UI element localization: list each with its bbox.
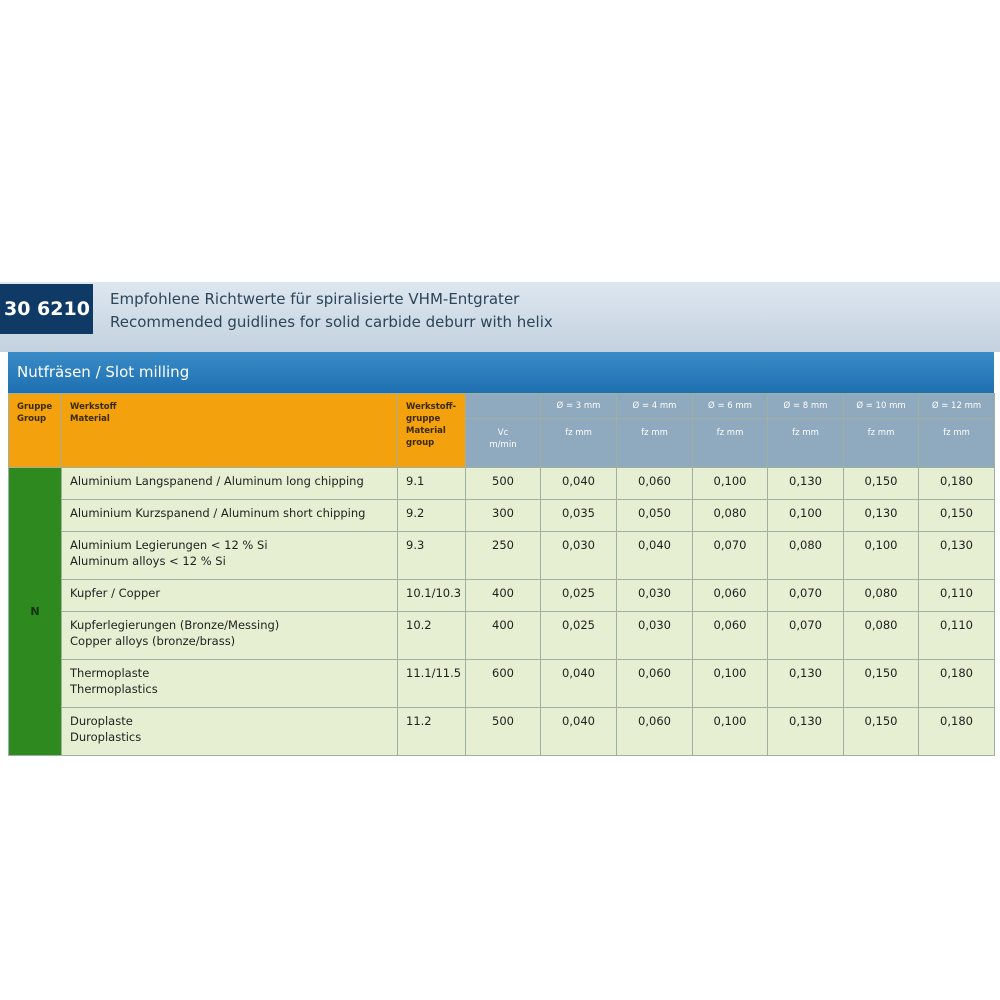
fz-cell: 0,060 [693, 612, 768, 660]
material-cell [62, 660, 398, 708]
header-diameter-12: Ø = 12 mm [919, 394, 995, 419]
table-row [9, 660, 995, 708]
group-cell: N [9, 468, 62, 756]
header-material-en: Material [70, 414, 110, 424]
fz-cell: 0,150 [919, 500, 995, 532]
header-mg-3: Material [406, 426, 446, 436]
fz-cell: 0,110 [919, 580, 995, 612]
header-vc-label: Vc [497, 428, 509, 438]
vc-cell: 500 [466, 468, 541, 500]
fz-cell: 0,180 [919, 708, 995, 756]
material-cell [62, 612, 398, 660]
fz-cell: 0,030 [617, 580, 693, 612]
table-row [9, 532, 995, 580]
section-title: Nutfräsen / Slot milling [8, 352, 994, 393]
material-line: Thermoplaste [70, 666, 150, 680]
header-group-en: Group [17, 414, 47, 424]
header-material [62, 394, 398, 468]
table-row [9, 500, 995, 532]
fz-cell: 0,150 [844, 708, 919, 756]
article-number: 30 6210 [0, 284, 93, 334]
fz-cell: 0,025 [541, 580, 617, 612]
fz-cell: 0,040 [541, 708, 617, 756]
fz-cell: 0,100 [768, 500, 844, 532]
header-fz: fz mm [919, 419, 995, 468]
header-vc-unit: m/min [489, 440, 517, 450]
fz-cell: 0,060 [617, 468, 693, 500]
table-row [9, 612, 995, 660]
material-line: Copper alloys (bronze/brass) [70, 634, 236, 648]
fz-cell: 0,070 [693, 532, 768, 580]
header-diameter-3: Ø = 3 mm [541, 394, 617, 419]
material-group-cell: 10.1/10.3 [398, 580, 466, 612]
material-cell [62, 500, 398, 532]
header-diameter-10: Ø = 10 mm [844, 394, 919, 419]
fz-cell: 0,070 [768, 612, 844, 660]
cutting-data-table [8, 393, 995, 756]
material-group-cell: 11.1/11.5 [398, 660, 466, 708]
fz-cell: 0,080 [844, 580, 919, 612]
fz-cell: 0,030 [541, 532, 617, 580]
fz-cell: 0,130 [768, 708, 844, 756]
fz-cell: 0,110 [919, 612, 995, 660]
fz-cell: 0,100 [693, 468, 768, 500]
fz-cell: 0,180 [919, 468, 995, 500]
material-cell [62, 708, 398, 756]
material-group-cell: 10.2 [398, 612, 466, 660]
fz-cell: 0,035 [541, 500, 617, 532]
header-vc [466, 419, 541, 468]
header-material-group [398, 394, 466, 468]
table-row [9, 708, 995, 756]
material-line: Aluminium Kurzspanend / Aluminum short chipping [70, 506, 366, 520]
material-line: Duroplastics [70, 730, 142, 744]
header-fz: fz mm [541, 419, 617, 468]
fz-cell: 0,080 [844, 612, 919, 660]
vc-cell: 400 [466, 612, 541, 660]
fz-cell: 0,100 [693, 708, 768, 756]
fz-cell: 0,080 [693, 500, 768, 532]
material-group-cell: 9.1 [398, 468, 466, 500]
table-row [9, 468, 995, 500]
title-german: Empfohlene Richtwerte für spiralisierte VHM-Entgrater [110, 290, 520, 308]
fz-cell: 0,080 [768, 532, 844, 580]
header-fz: fz mm [844, 419, 919, 468]
material-group-cell: 11.2 [398, 708, 466, 756]
material-cell [62, 532, 398, 580]
fz-cell: 0,130 [844, 500, 919, 532]
vc-cell: 400 [466, 580, 541, 612]
header-diameter-6: Ø = 6 mm [693, 394, 768, 419]
material-line: Duroplaste [70, 714, 133, 728]
table-row [9, 580, 995, 612]
fz-cell: 0,100 [844, 532, 919, 580]
fz-cell: 0,180 [919, 660, 995, 708]
fz-cell: 0,040 [541, 468, 617, 500]
header-group [9, 394, 62, 468]
material-cell [62, 468, 398, 500]
fz-cell: 0,130 [768, 468, 844, 500]
fz-cell: 0,060 [617, 708, 693, 756]
header-material-de: Werkstoff [70, 402, 117, 412]
header-mg-4: group [406, 438, 435, 448]
material-line: Kupfer / Copper [70, 586, 161, 600]
material-cell [62, 580, 398, 612]
material-line: Thermoplastics [70, 682, 158, 696]
header-vc-spacer [466, 394, 541, 419]
title-english: Recommended guidlines for solid carbide deburr with helix [110, 313, 553, 331]
material-line: Aluminium Legierungen < 12 % Si [70, 538, 268, 552]
fz-cell: 0,130 [919, 532, 995, 580]
fz-cell: 0,130 [768, 660, 844, 708]
fz-cell: 0,100 [693, 660, 768, 708]
fz-cell: 0,060 [617, 660, 693, 708]
fz-cell: 0,050 [617, 500, 693, 532]
header-fz: fz mm [768, 419, 844, 468]
fz-cell: 0,060 [693, 580, 768, 612]
header-fz: fz mm [693, 419, 768, 468]
material-line: Kupferlegierungen (Bronze/Messing) [70, 618, 280, 632]
vc-cell: 500 [466, 708, 541, 756]
vc-cell: 250 [466, 532, 541, 580]
fz-cell: 0,030 [617, 612, 693, 660]
fz-cell: 0,025 [541, 612, 617, 660]
fz-cell: 0,150 [844, 468, 919, 500]
fz-cell: 0,040 [617, 532, 693, 580]
fz-cell: 0,040 [541, 660, 617, 708]
material-line: Aluminium Langspanend / Aluminum long chipping [70, 474, 364, 488]
material-line: Aluminum alloys < 12 % Si [70, 554, 226, 568]
header-fz: fz mm [617, 419, 693, 468]
material-group-cell: 9.2 [398, 500, 466, 532]
fz-cell: 0,070 [768, 580, 844, 612]
header-diameter-8: Ø = 8 mm [768, 394, 844, 419]
fz-cell: 0,150 [844, 660, 919, 708]
header-mg-1: Werkstoff- [406, 402, 457, 412]
header-mg-2: gruppe [406, 414, 441, 424]
vc-cell: 600 [466, 660, 541, 708]
header-group-de: Gruppe [17, 402, 53, 412]
header-diameter-4: Ø = 4 mm [617, 394, 693, 419]
vc-cell: 300 [466, 500, 541, 532]
material-group-cell: 9.3 [398, 532, 466, 580]
